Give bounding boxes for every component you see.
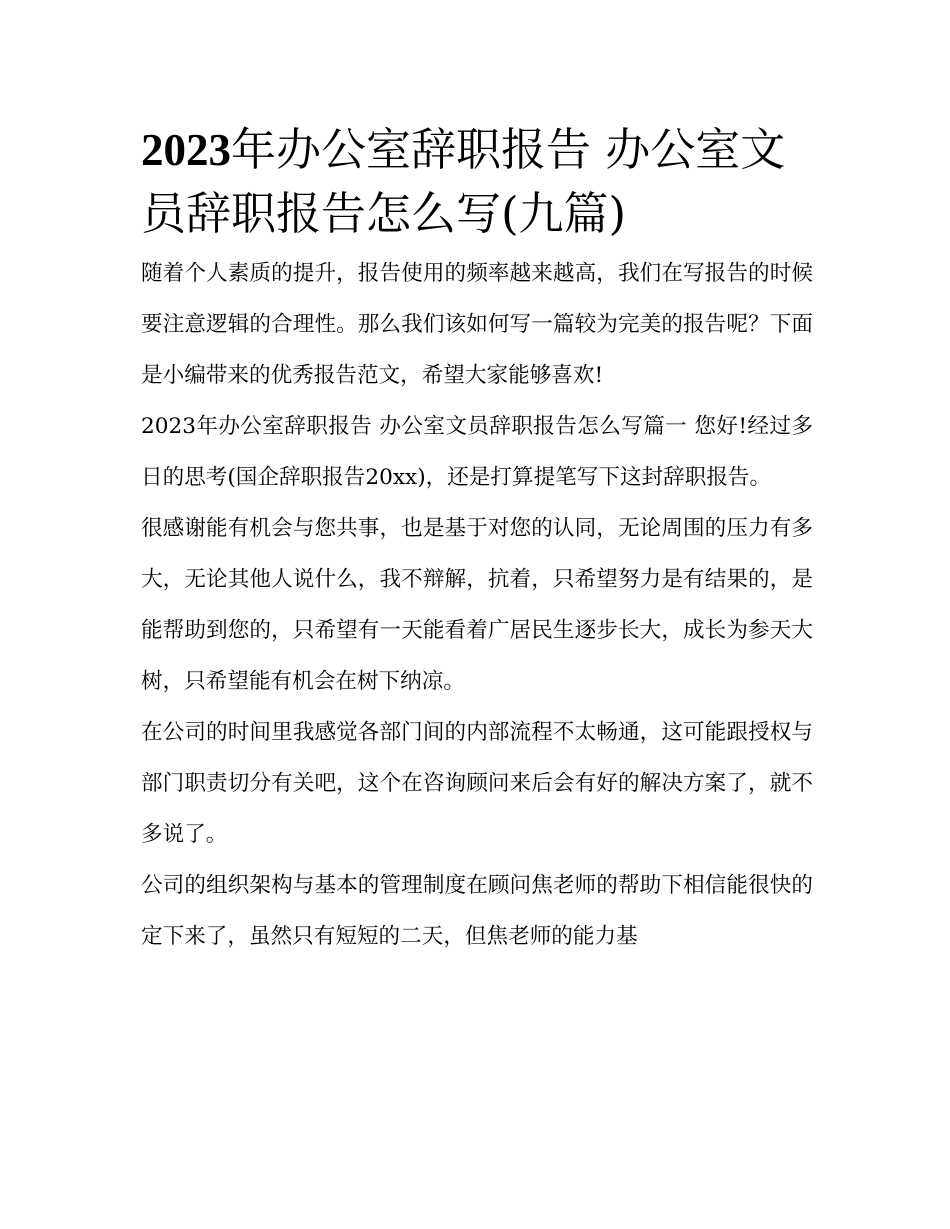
- document-body: [141, 248, 813, 962]
- paragraph: 公司的组织架构与基本的管理制度在顾问焦老师的帮助下相信能很快的定下来了，虽然只有短短的二天，但焦老师的能力基: [141, 873, 813, 949]
- paragraph: 2023年办公室辞职报告 办公室文员辞职报告怎么写篇一 您好!经过多日的思考(国企辞职报告20xx)，还是打算提笔写下这封辞职报告。: [141, 414, 813, 490]
- document-title: [141, 118, 813, 246]
- title-year: 2023: [141, 125, 231, 175]
- title-text: 年办公室辞职报告 办公室文员辞职报告怎么写(九篇): [141, 123, 786, 240]
- document-page: [141, 118, 813, 962]
- paragraph: 在公司的时间里我感觉各部门间的内部流程不太畅通，这可能跟授权与部门职责切分有关吧，这个在咨询顾问来后会有好的解决方案了，就不多说了。: [141, 720, 813, 847]
- paragraph: 很感谢能有机会与您共事，也是基于对您的认同，无论周围的压力有多大，无论其他人说什么，我不辩解，抗着，只希望努力是有结果的，是能帮助到您的，只希望有一天能看着广居民生逐步长大，成长为参天大树，只希望能有机会在树下纳凉。: [141, 516, 813, 694]
- paragraph: 随着个人素质的提升，报告使用的频率越来越高，我们在写报告的时候要注意逻辑的合理性。那么我们该如何写一篇较为完美的报告呢？下面是小编带来的优秀报告范文，希望大家能够喜欢!: [141, 261, 813, 388]
